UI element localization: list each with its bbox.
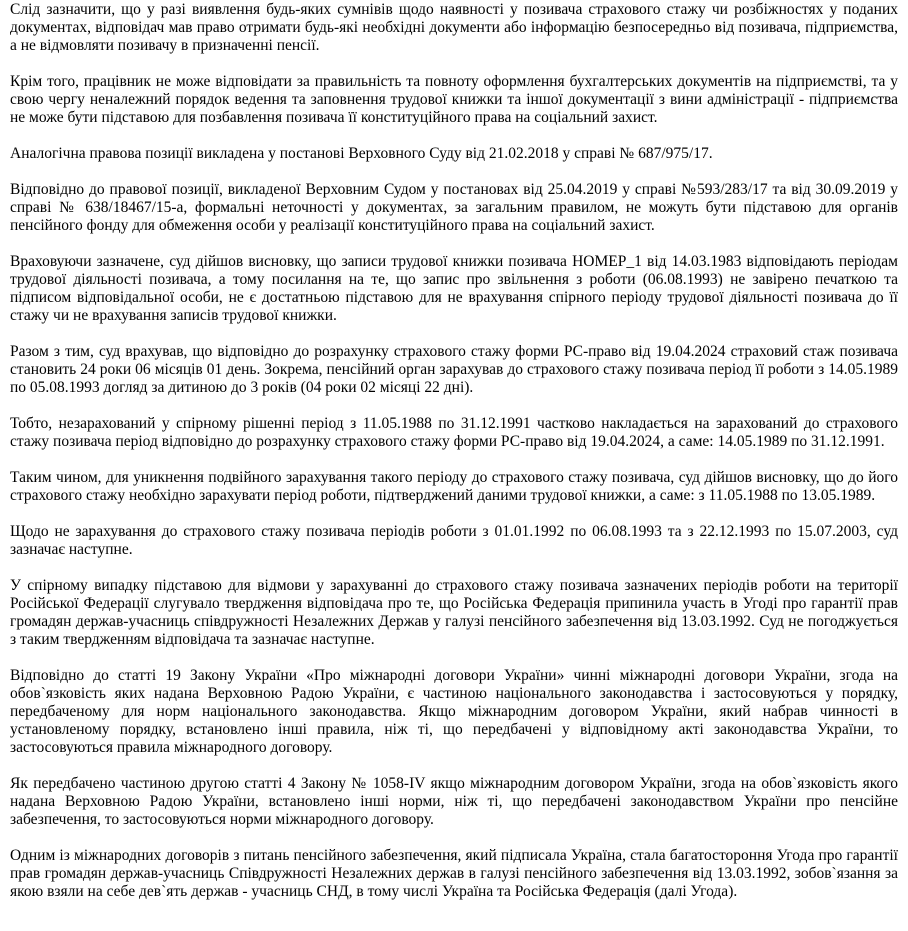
paragraph-13: Одним із міжнародних договорів з питань пенсійного забезпечення, який підписала Україна, стала багатостороння Угода про гарантії прав громадян держав-учасниць Співдружності Незалежних держав в галузі пенсійного забезпечення від 13.03.1992, зобов`язання за якою взяли на себе дев`ять держав - учасниць СНД, в тому числі Україна та Російська Федерація (далі Угода). xyxy=(10,847,898,900)
document-body xyxy=(10,1,898,901)
paragraph-2: Крім того, працівник не може відповідати за правильність та повноту оформлення бухгалтерських документів на підприємстві, та у свою чергу неналежний порядок ведення та заповнення трудової книжки та іншої документації з вини адміністрації - підприємства не може бути підставою для позбавлення позивача її конституційного права на соціальний захист. xyxy=(10,73,898,126)
paragraph-1: Слід зазначити, що у разі виявлення будь-яких сумнівів щодо наявності у позивача страхового стажу чи розбіжностях у поданих документах, відповідач мав право отримати будь-які необхідні документи або інформацію безпосередньо від позивача, підприємства, а не відмовляти позивачу в призначенні пенсії. xyxy=(10,1,898,54)
paragraph-12: Як передбачено частиною другою статті 4 Закону № 1058-IV якщо міжнародним договором України, згода на обов`язковість якого надана Верховною Радою України, встановлено інші норми, ніж ті, що передбачені законодавством України про пенсійне забезпечення, то застосовуються норми міжнародного договору. xyxy=(10,775,898,828)
paragraph-10: У спірному випадку підставою для відмови у зарахуванні до страхового стажу позивача зазначених періодів роботи на території Російської Федерації слугувало твердження відповідача про те, що Російська Федерація припинила участь в Угоді про гарантії прав громадян держав-учасниць співдружності Незалежних Держав у галузі пенсійного забезпечення від 13.03.1992. Суд не погоджується з таким твердженням відповідача та зазначає наступне. xyxy=(10,577,898,648)
paragraph-4: Відповідно до правової позиції, викладеної Верховним Судом у постановах від 25.04.2019 у справі №593/283/17 та від 30.09.2019 у справі № 638/18467/15-а, формальні неточності у документах, за загальним правилом, не можуть бути підставою для органів пенсійного фонду для обмеження особи у реалізації конституційного права на соціальний захист. xyxy=(10,181,898,234)
paragraph-9: Щодо не зарахування до страхового стажу позивача періодів роботи з 01.01.1992 по 06.08.1993 та з 22.12.1993 по 15.07.2003, суд зазначає наступне. xyxy=(10,523,898,558)
paragraph-11: Відповідно до статті 19 Закону України «Про міжнародні договори України» чинні міжнародні договори України, згода на обов`язковість яких надана Верховною Радою України, є частиною національного законодавства і застосовуються у порядку, передбаченому для норм національного законодавства. Якщо міжнародним договором України, який набрав чинності в установленому порядку, встановлено інші правила, ніж ті, що передбачені у відповідному акті законодавства України, то застосовуються правила міжнародного договору. xyxy=(10,667,898,756)
paragraph-3: Аналогічна правова позиції викладена у постанові Верховного Суду від 21.02.2018 у справі № 687/975/17. xyxy=(10,145,713,162)
paragraph-6: Разом з тим, суд врахував, що відповідно до розрахунку страхового стажу форми РС-право від 19.04.2024 страховий стаж позивача становить 24 роки 06 місяців 01 день. Зокрема, пенсійний орган зарахував до страхового стажу позивача період її роботи з 14.05.1989 по 05.08.1993 догляд за дитиною до 3 років (04 роки 02 місяці 22 дні). xyxy=(10,343,898,396)
paragraph-5: Враховуючи зазначене, суд дійшов висновку, що записи трудової книжки позивача НОМЕР_1 від 14.03.1983 відповідають періодам трудової діяльності позивача, а тому посилання на те, що запис про звільнення з роботи (06.08.1993) не завірено печаткою та підписом відповідальної особи, не є достатньою підставою для не врахування спірного періоду трудової діяльності позивача до її стажу чи не врахування записів трудової книжки. xyxy=(10,253,898,324)
paragraph-7: Тобто, незарахований у спірному рішенні період з 11.05.1988 по 31.12.1991 частково накладається на зарахований до страхового стажу позивача період відповідно до розрахунку страхового стажу форми РС-право від 19.04.2024, а саме: 14.05.1989 по 31.12.1991. xyxy=(10,415,898,450)
paragraph-8: Таким чином, для уникнення подвійного зарахування такого періоду до страхового стажу позивача, суд дійшов висновку, що до його страхового стажу необхідно зарахувати період роботи, підтверджений даними трудової книжки, а саме: з 11.05.1988 по 13.05.1989. xyxy=(10,469,898,504)
